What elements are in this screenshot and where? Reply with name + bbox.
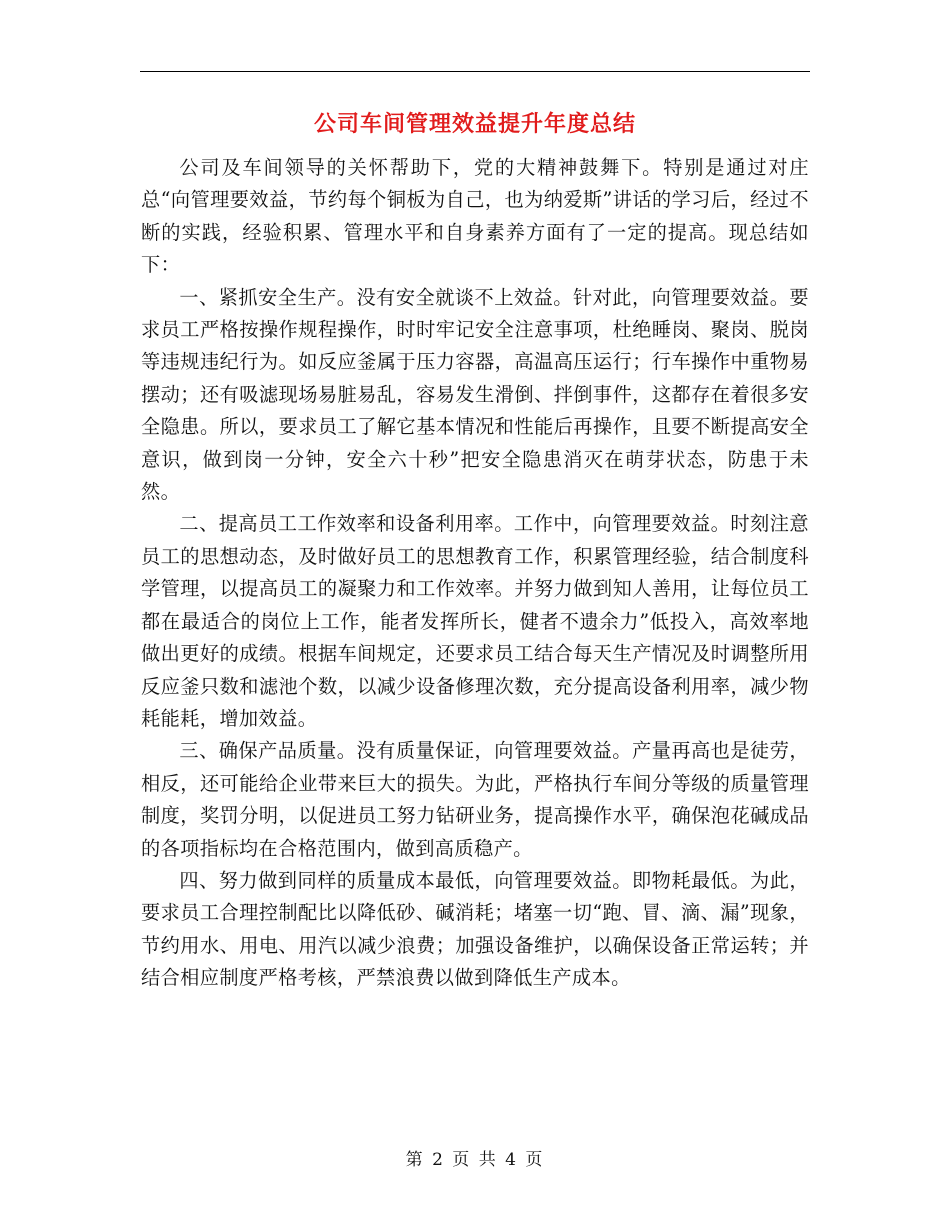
document-body xyxy=(141,152,809,995)
page-number-footer: 第 2 页 共 4 页 xyxy=(405,1150,545,1170)
document-title: 公司车间管理效益提升年度总结 xyxy=(313,112,636,137)
paragraph-quality: 三、确保产品质量。没有质量保证，向管理要效益。产量再高也是徒劳，相反，还可能给企业带来巨大的损失。为此，严格执行车间分等级的质量管理制度，奖罚分明，以促进员工努力钻研业务，提高操作水平，确保泡花碱成品的各项指标均在合格范围内，做到高质稳产。 xyxy=(141,739,809,860)
header-rule xyxy=(140,71,810,72)
paragraph-efficiency: 二、提高员工工作效率和设备利用率。工作中，向管理要效益。时刻注意员工的思想动态，及时做好员工的思想教育工作，积累管理经验，结合制度科学管理，以提高员工的凝聚力和工作效率。并努力做到知人善用，让每位员工都在最适合的岗位上工作，能者发挥所长，健者不遗余力”低投入，高效率地做出更好的成绩。根据车间规定，还要求员工结合每天生产情况及时调整所用反应釜只数和滤池个数，以减少设备修理次数，充分提高设备利用率，减少物耗能耗，增加效益。 xyxy=(141,512,809,730)
paragraph-cost: 四、努力做到同样的质量成本最低，向管理要效益。即物耗最低。为此，要求员工合理控制配比以降低砂、碱消耗；堵塞一切“跑、冒、滴、漏”现象，节约用水、用电、用汽以减少浪费；加强设备维护，以确保设备正常运转；并结合相应制度严格考核，严禁浪费以做到降低生产成本。 xyxy=(141,868,809,990)
paragraph-safety: 一、紧抓安全生产。没有安全就谈不上效益。针对此，向管理要效益。要求员工严格按操作规程操作，时时牢记安全注意事项，杜绝睡岗、聚岗、脱岗等违规违纪行为。如反应釜属于压力容器，高温高压运行；行车操作中重物易摆动；还有吸滤现场易脏易乱，容易发生滑倒、拌倒事件，这都存在着很多安全隐患。所以，要求员工了解它基本情况和性能后再操作，且要不断提高安全意识，做到岗一分钟，安全六十秒”把安全隐患消灭在萌芽状态，防患于未然。 xyxy=(141,285,809,504)
paragraph-intro: 公司及车间领导的关怀帮助下，党的大精神鼓舞下。特别是通过对庄总“向管理要效益，节约每个铜板为自己，也为纳爱斯”讲话的学习后，经过不断的实践，经验积累、管理水平和自身素养方面有了一定的提高。现总结如下： xyxy=(141,156,809,277)
